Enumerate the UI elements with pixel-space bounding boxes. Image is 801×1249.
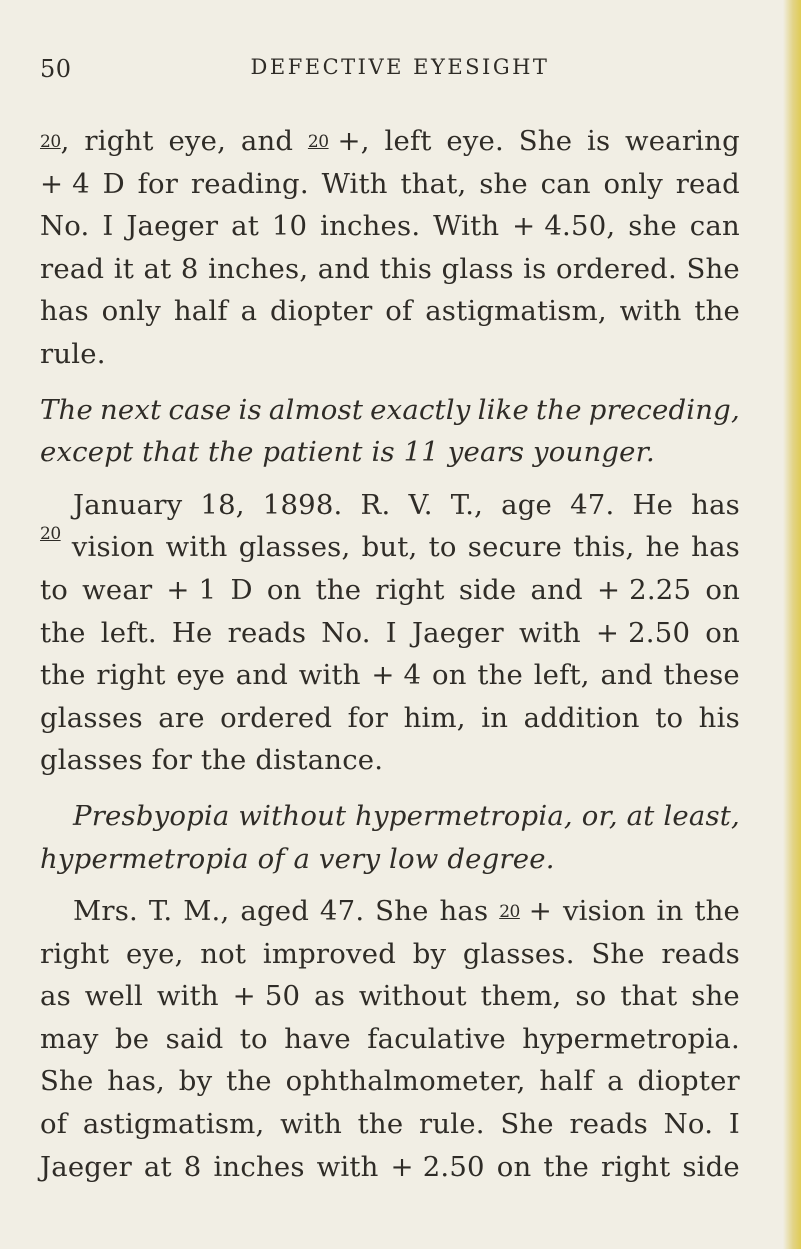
text-word: years: [447, 436, 525, 469]
text-word: to: [40, 573, 69, 606]
text-word: at: [626, 799, 655, 832]
text-word: inches.: [320, 210, 421, 243]
text-word: She: [518, 125, 573, 157]
paragraph-line: [40, 484, 740, 527]
text-word: and: [235, 659, 289, 692]
text-word: has: [439, 895, 489, 928]
text-word: Jaeger: [126, 210, 219, 243]
text-word: hypermetropia.: [522, 1022, 740, 1055]
text-word: 20,: [40, 125, 70, 157]
text-word: next: [100, 393, 162, 426]
paragraph-line: [40, 933, 740, 976]
text-word: age: [501, 488, 553, 521]
text-word: No.: [321, 616, 371, 649]
text-word: inches: [213, 1150, 305, 1183]
text-word: ophthalmometer,: [285, 1065, 526, 1098]
text-word: only: [603, 167, 663, 200]
text-word: to: [428, 531, 457, 564]
text-word: a: [293, 842, 311, 875]
text-word: the: [40, 659, 86, 692]
text-word: on: [705, 573, 740, 606]
text-word: is: [586, 125, 611, 157]
text-word: reads: [227, 616, 307, 649]
text-word: and: [317, 252, 371, 285]
text-word: ordered.: [555, 252, 677, 285]
text-word: for: [151, 744, 193, 777]
text-word: 20 +: [499, 895, 553, 928]
text-word: that: [620, 980, 678, 1013]
text-word: has: [691, 531, 740, 564]
paragraph-line: [40, 612, 740, 655]
text-word: of: [40, 1108, 68, 1141]
text-word: with: [280, 1108, 342, 1141]
text-word: 18,: [200, 488, 245, 521]
text-word: in: [481, 701, 509, 734]
text-word: half: [173, 295, 228, 328]
text-word: + 1: [166, 573, 217, 606]
text-word: secure: [467, 531, 562, 564]
paragraph-line: [40, 1060, 740, 1103]
text-word: 8: [183, 1150, 202, 1183]
text-word: He: [171, 616, 213, 649]
text-word: it: [113, 252, 134, 285]
text-word: hypermetropia,: [355, 799, 573, 832]
text-word: diopter: [269, 295, 373, 328]
text-word: wear: [82, 573, 153, 606]
text-word: on: [705, 616, 740, 649]
text-word: eye: [176, 659, 226, 692]
text-word: + 2.50: [595, 616, 691, 649]
text-word: on: [496, 1150, 532, 1183]
text-word: left: [384, 125, 432, 157]
text-word: least,: [663, 799, 740, 832]
text-word: distance.: [255, 744, 384, 777]
text-word: Jaeger: [40, 1150, 132, 1183]
text-word: He: [632, 488, 674, 521]
text-word: by: [412, 937, 447, 970]
text-word: rule.: [40, 337, 106, 370]
paragraph-line: [40, 205, 740, 248]
text-word: and: [530, 573, 583, 606]
text-word: to: [239, 1022, 268, 1055]
text-word: the: [207, 436, 254, 469]
text-word: with: [619, 295, 682, 328]
text-word: 1898.: [262, 488, 343, 521]
text-word: is: [523, 252, 547, 285]
text-word: she: [479, 167, 528, 200]
text-word: the: [315, 573, 362, 606]
text-word: right: [40, 937, 110, 970]
text-word: + 2.25: [596, 573, 692, 606]
paragraph-line: [40, 739, 740, 782]
paragraph-line: [40, 526, 740, 569]
text-word: side: [682, 1150, 740, 1183]
text-word: vision: [562, 895, 646, 928]
text-word: on: [431, 659, 467, 692]
fraction-20: 20: [40, 524, 61, 545]
text-word: 47.: [570, 488, 615, 521]
text-word: vision: [71, 531, 155, 564]
text-word: read: [40, 252, 105, 285]
text-word: be: [115, 1022, 150, 1055]
text-word: 47.: [319, 895, 365, 928]
text-word: as: [40, 980, 71, 1013]
text-word: She: [591, 937, 645, 970]
paragraph-line: [40, 163, 740, 206]
text-word: and: [600, 659, 653, 692]
text-word: hypermetropia: [40, 842, 249, 875]
text-word: well: [84, 980, 144, 1013]
text-word: January: [73, 488, 183, 521]
text-word: a: [240, 295, 258, 328]
text-word: + 2.50: [390, 1150, 485, 1183]
fraction-20: 20: [499, 902, 520, 923]
text-word: with: [518, 616, 581, 649]
text-word: No.: [663, 1108, 714, 1141]
text-word: but,: [361, 531, 418, 564]
text-word: improved: [262, 937, 397, 970]
text-word: glasses.: [462, 937, 575, 970]
body-text: [40, 120, 740, 1188]
text-word: She: [40, 1065, 94, 1098]
paragraph-line: [40, 248, 740, 291]
text-word: I: [385, 616, 397, 649]
text-word: is: [238, 393, 262, 426]
text-word: are: [158, 701, 205, 734]
text-word: case: [168, 393, 232, 426]
text-word: has: [691, 488, 740, 521]
text-word: in: [656, 895, 684, 928]
text-word: left.: [100, 616, 157, 649]
text-word: without: [358, 980, 467, 1013]
text-word: 11: [403, 436, 439, 469]
paragraph-line: [40, 290, 740, 333]
text-word: the: [477, 659, 523, 692]
text-word: at: [143, 1150, 172, 1183]
text-word: eye,: [168, 125, 227, 157]
section-heading-line: [40, 389, 740, 432]
text-word: the: [40, 616, 86, 649]
text-word: as: [314, 980, 346, 1013]
text-word: patient: [262, 436, 363, 469]
text-word: D: [230, 573, 253, 606]
text-word: I: [102, 210, 114, 243]
page-header: [40, 55, 760, 89]
text-word: addition: [523, 701, 640, 734]
paragraph-line: [40, 1018, 740, 1061]
text-word: with: [156, 980, 219, 1013]
paragraph-line: [40, 654, 740, 697]
text-word: R.: [360, 488, 391, 521]
text-word: him,: [403, 701, 466, 734]
page-number: 50: [40, 55, 72, 83]
text-word: rule.: [418, 1108, 485, 1141]
text-word: that: [142, 436, 200, 469]
text-word: the: [536, 393, 582, 426]
text-word: right: [84, 125, 154, 157]
text-word: astigmatism,: [82, 1108, 265, 1141]
text-word: on: [266, 573, 302, 606]
text-word: low: [389, 842, 439, 875]
text-word: so: [575, 980, 607, 1013]
text-word: only: [101, 295, 162, 328]
text-word: side: [458, 573, 517, 606]
text-word: except: [40, 436, 134, 469]
text-word: younger.: [533, 436, 655, 469]
text-word: of: [385, 295, 413, 328]
text-word: diopter: [637, 1065, 740, 1098]
text-word: glasses,: [238, 531, 351, 564]
text-word: not: [200, 937, 247, 970]
text-word: + 4: [40, 167, 90, 200]
text-word: the: [543, 1150, 590, 1183]
text-word: She: [375, 895, 429, 928]
section-heading-line: [40, 838, 740, 881]
text-word: for: [137, 167, 179, 200]
text-word: half: [539, 1065, 594, 1098]
text-word: reading.: [190, 167, 309, 200]
text-word: right: [375, 573, 445, 606]
text-word: glasses: [40, 701, 143, 734]
text-word: to: [655, 701, 684, 734]
text-word: The: [40, 393, 93, 426]
text-word: with: [165, 531, 228, 564]
text-word: + 50: [232, 980, 301, 1013]
paragraph-line: [40, 569, 740, 612]
text-word: left,: [533, 659, 590, 692]
text-word: 8: [180, 252, 199, 285]
text-word: 10: [271, 210, 308, 243]
text-word: With: [321, 167, 388, 200]
text-word: has: [40, 295, 89, 328]
text-word: that,: [400, 167, 467, 200]
text-word: glass: [441, 252, 514, 285]
text-word: of: [257, 842, 285, 875]
text-word: She: [500, 1108, 554, 1141]
text-word: right: [96, 659, 166, 692]
text-word: M.,: [183, 895, 230, 928]
text-word: with: [298, 659, 361, 692]
text-word: his: [698, 701, 740, 734]
text-word: she: [628, 210, 677, 243]
text-word: very: [318, 842, 381, 875]
text-word: reads: [661, 937, 740, 970]
text-word: With: [433, 210, 500, 243]
section-heading-line: [40, 431, 740, 474]
text-word: she: [691, 980, 740, 1013]
text-word: Mrs.: [73, 895, 138, 928]
text-word: them,: [480, 980, 562, 1013]
text-word: at: [143, 252, 172, 285]
fraction-20: 20: [307, 132, 329, 152]
section-heading-line: [40, 795, 740, 838]
text-word: T.: [148, 895, 173, 928]
text-word: have: [284, 1022, 351, 1055]
paragraph-line: [40, 975, 740, 1018]
text-word: and: [240, 125, 294, 157]
paragraph-line: [40, 120, 740, 163]
text-word: No.: [40, 210, 90, 243]
text-word: this,: [573, 531, 635, 564]
text-word: wearing: [625, 125, 740, 157]
text-word: for: [347, 701, 389, 734]
text-word: the: [357, 1108, 404, 1141]
running-head: DEFECTIVE EYESIGHT: [250, 55, 550, 79]
text-word: by: [178, 1065, 213, 1098]
text-word: Presbyopia: [73, 799, 230, 832]
text-word: this: [379, 252, 433, 285]
text-word: the: [694, 295, 740, 328]
text-word: 20 +,: [307, 125, 370, 157]
text-word: aged: [240, 895, 310, 928]
text-word: Jaeger: [411, 616, 504, 649]
text-word: said: [165, 1022, 224, 1055]
text-word: degree.: [447, 842, 555, 875]
text-word: reads: [569, 1108, 648, 1141]
text-word: without: [238, 799, 347, 832]
text-word: astigmatism,: [425, 295, 607, 328]
text-word: eye.: [446, 125, 504, 157]
text-word: right: [601, 1150, 671, 1183]
text-word: or,: [581, 799, 618, 832]
text-word: ordered: [220, 701, 333, 734]
text-word: eye,: [125, 937, 184, 970]
text-word: almost: [268, 393, 364, 426]
text-word: glasses: [40, 744, 143, 777]
text-word: faculative: [367, 1022, 506, 1055]
text-word: at: [231, 210, 259, 243]
text-word: + 4: [371, 659, 422, 692]
text-word: preceding,: [588, 393, 740, 426]
text-word: like: [477, 393, 529, 426]
text-word: exactly: [370, 393, 471, 426]
page-edge-shadow: [783, 0, 801, 1249]
text-word: + 4.50,: [512, 210, 616, 243]
paragraph-line: [40, 1103, 740, 1146]
text-word: V.: [408, 488, 433, 521]
text-word: a: [607, 1065, 624, 1098]
text-word: the: [694, 895, 740, 928]
text-word: can: [689, 210, 740, 243]
paragraph-line: [40, 1146, 740, 1189]
text-word: inches,: [208, 252, 309, 285]
text-word: with: [316, 1150, 379, 1183]
text-word: read: [675, 167, 740, 200]
text-word: is: [371, 436, 395, 469]
text-word: these: [663, 659, 740, 692]
text-word: he: [645, 531, 681, 564]
text-word: She: [686, 252, 740, 285]
text-word: the: [200, 744, 247, 777]
text-word: T.,: [450, 488, 484, 521]
fraction-20: 20: [40, 132, 61, 152]
text-word: D: [102, 167, 125, 200]
paragraph-line: [40, 333, 740, 376]
text-word: may: [40, 1022, 99, 1055]
text-word: can: [540, 167, 591, 200]
text-word: I: [728, 1108, 740, 1141]
paragraph-line: [40, 890, 740, 933]
paragraph-line: [40, 697, 740, 740]
text-word: the: [226, 1065, 272, 1098]
text-word: has,: [107, 1065, 165, 1098]
